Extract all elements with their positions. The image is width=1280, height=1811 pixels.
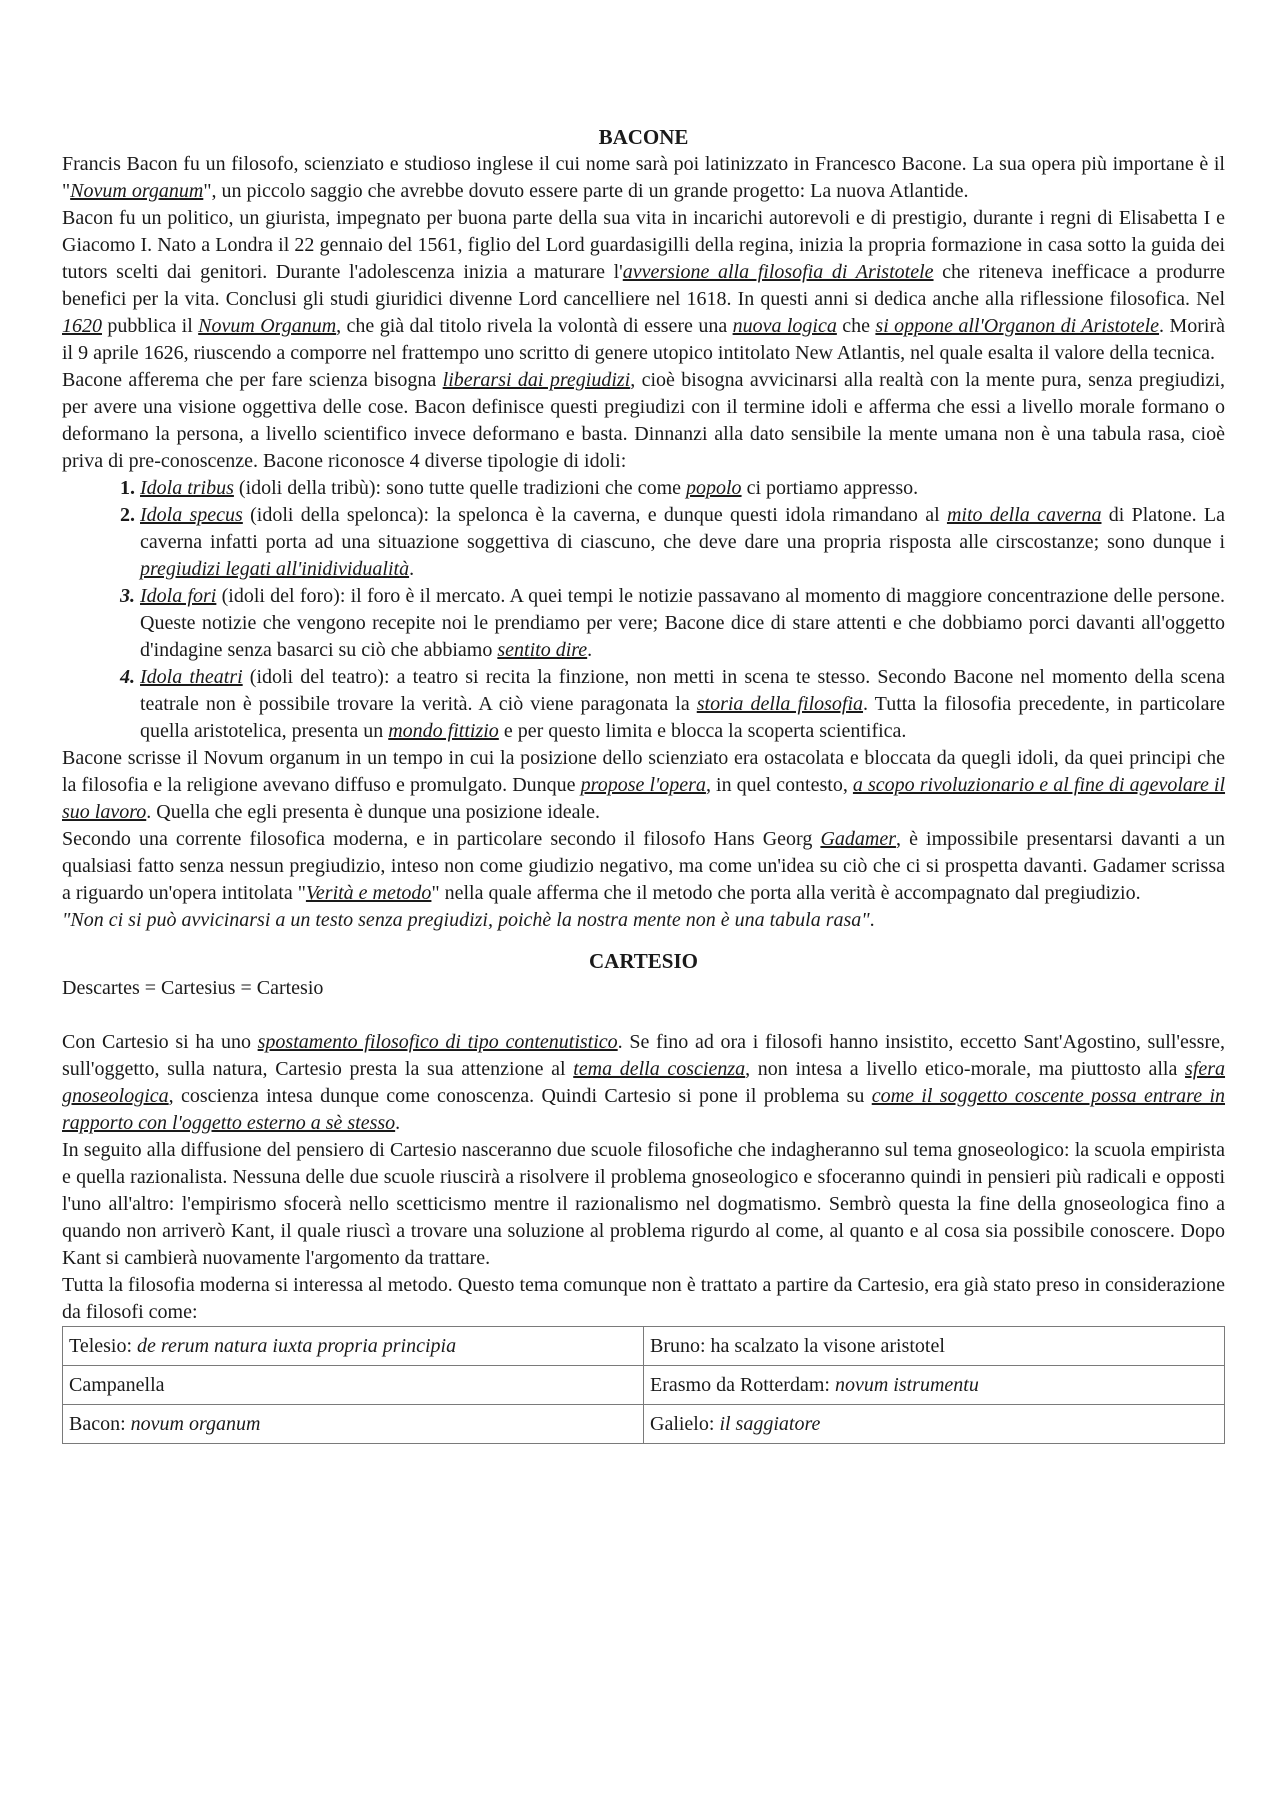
idols-list xyxy=(62,475,1225,745)
bacone-paragraph-novum: Bacone scrisse il Novum organum in un tempo in cui la posizione dello scienziato era ostacolata e bloccata da quegli idoli, da quei principi che la filosofia e la religione avevano diffuso e promulgato. Dunque propose l'opera, in quel contesto, a scopo rivoluzionario e al fine di agevolare il suo lavoro. Quella che egli presenta è dunque una posizione ideale. xyxy=(62,747,1226,823)
document-page xyxy=(62,124,1225,1444)
cartesio-paragraph-intro: Con Cartesio si ha uno spostamento filosofico di tipo contenutistico. Se fino ad ora i filosofi hanno insistito, eccetto Sant'Agostino, sull'essre, sull'oggetto, sulla natura, Cartesio presta la sua attenzione al tema della coscienza, non intesa a livello etico-morale, ma piuttosto alla sfera gnoseologica, coscienza intesa dunque come conoscenza. Quindi Cartesio si pone il problema su come il soggetto coscente possa entrare in rapporto con l'oggetto esterno a sè stesso. xyxy=(62,1031,1226,1134)
cartesio-paragraph-method: Tutta la filosofia moderna si interessa al metodo. Questo tema comunque non è trattato a partire da Cartesio, era già stato preso in considerazione da filosofi come: xyxy=(62,1274,1225,1323)
emphasis: nuova logica xyxy=(732,315,837,337)
bacone-paragraph-biography: Bacon fu un politico, un giurista, impegnato per buona parte della sua vita in incarichi autorevoli e di prestigio, durante i regni di Elisabetta I e Giacomo I. Nato a Londra il 22 gennaio del 1561, figlio del Lord guardasigilli della regina, inizia la propria formazione in casa sotto la guida dei tutors scelti dai genitori. Durante l'adolescenza inizia a maturare l'avversione alla filosofia di Aristotele che riteneva inefficace a produrre benefici per la vita. Conclusi gli studi giuridici divenne Lord cancelliere nel 1618. In questi anni si dedica anche alla riflessione filosofica. Nel 1620 pubblica il Novum Organum, che già dal titolo rivela la volontà di essere una nuova logica che si oppone all'Organon di Aristotele. Morirà il 9 aprile 1626, riuscendo a comporre nel frattempo uno scritto di genere utopico intitolato New Atlantis, nel quale esalta il valore della tecnica. xyxy=(62,207,1225,364)
list-item: 2. Idola specus (idoli della spelonca): la spelonca è la caverna, e dunque questi idola rimandano al mito della caverna di Platone. La caverna infatti porta ad una situazione soggettiva di ciascuno, che deve dare una propria risposta alle cirscostanze; sono dunque i pregiudizi legati all'inidividualità. xyxy=(140,502,1225,583)
bacone-paragraph-intro: Francis Bacon fu un filosofo, scienziato e studioso inglese il cui nome sarà poi latinizzato in Francesco Bacone. La sua opera più importane è il "Novum organum", un piccolo saggio che avrebbe dovuto essere parte di un grande progetto: La nuova Atlantide. xyxy=(62,153,1225,202)
philosophers-table xyxy=(62,1326,1225,1444)
table-cell: Campanella xyxy=(63,1366,644,1405)
bacone-paragraph-gadamer: Secondo una corrente filosofica moderna, e in particolare secondo il filosofo Hans Georg Gadamer, è impossibile presentarsi davanti a un qualsiasi fatto senza nessun pregiudizio, inteso non come giudizio negativo, ma come un'idea su ciò che ci si prospetta davanti. Gadamer scrissa a riguardo un'opera intitolata "Verità e metodo" nella quale afferma che il metodo che porta alla verità è accompagnato dal pregiudizio. xyxy=(62,828,1225,904)
list-item: 1. Idola tribus (idoli della tribù): sono tutte quelle tradizioni che come popolo ci portiamo appresso. xyxy=(140,475,1225,502)
table-row xyxy=(63,1366,1225,1405)
list-item: 4. Idola theatri (idoli del teatro): a teatro si recita la finzione, non metti in scena te stesso. Secondo Bacone nel momento della scena teatrale non è possibile trovare la verità. A ciò viene paragonata la storia della filosofia. Tutta la filosofia precedente, in particolare quella aristotelica, presenta un mondo fittizio e per questo limita e blocca la scoperta scientifica. xyxy=(140,664,1225,745)
bacone-paragraph-idols: Bacone afferema che per fare scienza bisogna liberarsi dai pregiudizi, cioè bisogna avvicinarsi alla realtà con la mente pura, senza pregiudizi, per avere una visione oggettiva delle cose. Bacon definisce questi pregiudizi con il termine idoli e afferma che essi a livello morale formano o deformano la persona, a livello scientifico invece deformano e basta. Dinnanzi alla dato sensibile la mente umana non è una tabula rasa, cioè priva di pre-conoscenze. Bacone riconosce 4 diverse tipologie di idoli: xyxy=(62,369,1225,472)
bacone-title: BACONE xyxy=(598,125,689,149)
table-cell: Bruno: ha scalzato la visone aristotel xyxy=(644,1327,1225,1366)
emphasis: si oppone all'Organon di Aristotele xyxy=(875,315,1160,337)
emphasis: liberarsi dai pregiudizi xyxy=(442,369,631,391)
emphasis-novum-organum: Novum organum xyxy=(70,180,204,202)
table-cell: Erasmo da Rotterdam: novum istrumentu xyxy=(644,1366,1225,1405)
table-cell: Galielo: il saggiatore xyxy=(644,1405,1225,1444)
cartesio-names: Descartes = Cartesius = Cartesio xyxy=(62,977,324,999)
emphasis: 1620 xyxy=(62,315,102,337)
table-cell: Telesio: de rerum natura iuxta propria principia xyxy=(63,1327,644,1366)
cartesio-title: CARTESIO xyxy=(589,949,698,973)
table-row xyxy=(63,1327,1225,1366)
emphasis: avversione alla filosofia di Aristotele xyxy=(622,261,934,283)
table-cell: Bacon: novum organum xyxy=(63,1405,644,1444)
list-item: 3. Idola fori (idoli del foro): il foro è il mercato. A quei tempi le notizie passavano al momento di maggiore concentrazione delle persone. Queste notizie che vengono recepite noi le prendiamo per vere; Bacone dice di stare attenti e che dobbiamo porci davanti all'oggetto d'indagine senza basarci su ciò che abbiamo sentito dire. xyxy=(140,583,1225,664)
emphasis: Novum Organum xyxy=(198,315,337,337)
table-row xyxy=(63,1405,1225,1444)
gadamer-quote: "Non ci si può avvicinarsi a un testo senza pregiudizi, poichè la nostra mente non è una tabula rasa". xyxy=(62,909,875,931)
cartesio-paragraph-schools: In seguito alla diffusione del pensiero di Cartesio nasceranno due scuole filosofiche che indagheranno sul tema gnoseologico: la scuola empirista e quella razionalista. Nessuna delle due scuole riuscirà a risolvere il problema gnoseologico e sfoceranno quindi in pensieri più radicali e opposti l'uno all'altro: l'empirismo sfocerà nello scetticismo mentre il razionalismo nel dogmatismo. Sembrò questa la fine della gnoseologica fino a quando non arriverò Kant, il quale riuscì a trovare una soluzione al problema rigurdo al come, al quanto e al cosa sia possibile conoscere. Dopo Kant si cambierà nuovamente l'argomento da trattare. xyxy=(62,1139,1225,1269)
